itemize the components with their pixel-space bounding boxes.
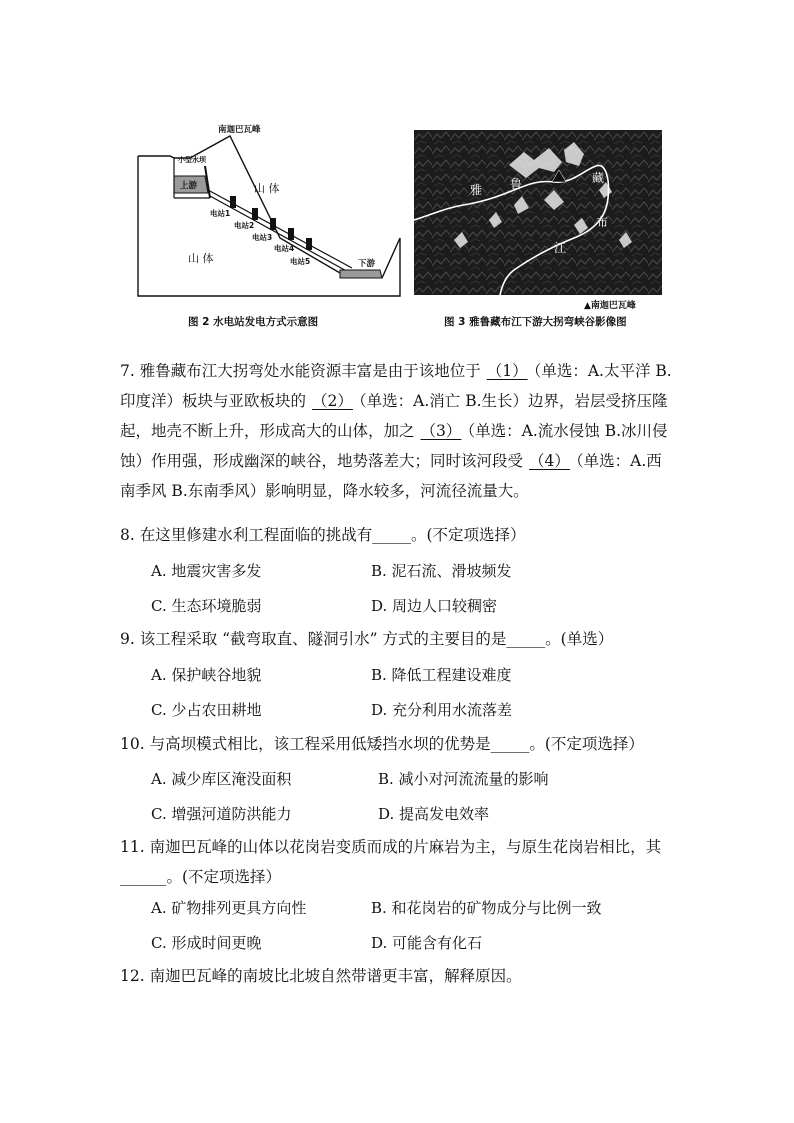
station-label: 电站5 xyxy=(290,257,311,266)
station-label: 电站2 xyxy=(234,221,255,230)
q10-option-b[interactable]: B. 减小对河流流量的影响 xyxy=(378,770,549,788)
q11-option-b[interactable]: B. 和花岗岩的矿物成分与比例一致 xyxy=(371,899,602,917)
q7-text: （单选：A.消亡 B.生长）边界，岩层受挤压隆起，地壳不断上升，形成高大的山体，加之 xyxy=(120,392,668,440)
q9-option-a[interactable]: A. 保护峡谷地貌 xyxy=(151,666,262,684)
dam-label: 小型水坝 xyxy=(178,156,206,164)
question-10-stem: 10. 与高坝模式相比，该工程采用低矮挡水坝的优势是_____。(不定项选择） xyxy=(120,735,644,753)
q8-option-b[interactable]: B. 泥石流、滑坡频发 xyxy=(371,562,512,580)
q7-text: （单选：A.太平洋 B.印度洋）板块与亚欧板块的 xyxy=(120,362,672,410)
station-label: 电站3 xyxy=(252,233,273,242)
figure-3-caption: 图 3 雅鲁藏布江下游大拐弯峡谷影像图 xyxy=(444,316,627,328)
station-label: 电站1 xyxy=(210,209,231,218)
q10-option-d[interactable]: D. 提高发电效率 xyxy=(378,805,490,823)
satellite-image xyxy=(414,130,662,295)
q7-blank-4[interactable]: （4） xyxy=(529,452,570,470)
question-9-stem: 9. 该工程采取 “截弯取直、隧洞引水” 方式的主要目的是_____。(单选） xyxy=(120,630,614,648)
question-7 xyxy=(120,356,676,506)
peak-label: 南迦巴瓦峰 xyxy=(218,125,261,135)
question-11-stem: 11. 南迦巴瓦峰的山体以花岗岩变质而成的片麻岩为主，与原生花岗岩相比，其______。(不定项选择） xyxy=(120,838,662,886)
question-12-stem: 12. 南迦巴瓦峰的南坡比北坡自然带谱更丰富，解释原因。 xyxy=(120,967,522,985)
q9-option-b[interactable]: B. 降低工程建设难度 xyxy=(371,666,512,684)
q10-option-c[interactable]: C. 增强河道防洪能力 xyxy=(151,805,292,823)
q7-blank-2[interactable]: （2） xyxy=(312,392,353,410)
q8-option-a[interactable]: A. 地震灾害多发 xyxy=(151,562,262,580)
q7-text: （单选：A.流水侵蚀 B.冰川侵蚀）作用强，形成幽深的峡谷，地势落差大；同时该河段受 xyxy=(120,422,668,470)
q9-option-c[interactable]: C. 少占农田耕地 xyxy=(151,701,262,719)
q7-blank-1[interactable]: （1） xyxy=(486,362,528,380)
river-char: 藏 xyxy=(592,171,605,185)
figure-2-caption: 图 2 水电站发电方式示意图 xyxy=(188,316,319,328)
upstream-label: 上游 xyxy=(180,181,198,191)
q7-blank-3[interactable]: （3） xyxy=(420,422,462,440)
q11-option-d[interactable]: D. 可能含有化石 xyxy=(371,934,483,952)
mountain-left-label: 山 体 xyxy=(188,252,214,265)
figure-2 xyxy=(130,118,408,308)
river-char: 雅 xyxy=(470,183,483,197)
station-label: 电站4 xyxy=(274,244,295,253)
q7-text: 7. 雅鲁藏布江大拐弯处水能资源丰富是由于该地位于 xyxy=(120,362,481,380)
figure-3 xyxy=(414,130,662,295)
question-8-stem: 8. 在这里修建水利工程面临的挑战有_____。(不定项选择） xyxy=(120,526,526,544)
q7-text: （单选：A.西南季风 B.东南季风）影响明显，降水较多，河流径流量大。 xyxy=(120,452,662,500)
q8-option-c[interactable]: C. 生态环境脆弱 xyxy=(151,597,262,615)
river-char: 江 xyxy=(554,241,567,255)
q11-option-a[interactable]: A. 矿物排列更具方向性 xyxy=(151,899,307,917)
q10-option-a[interactable]: A. 减少库区淹没面积 xyxy=(151,770,292,788)
figure-3-legend: ▲南迦巴瓦峰 xyxy=(584,301,636,311)
river-char: 鲁 xyxy=(510,177,523,191)
mountain-right-label: 山 体 xyxy=(254,182,280,195)
hydropower-diagram xyxy=(130,118,408,308)
river-char: 布 xyxy=(596,215,609,229)
q11-option-c[interactable]: C. 形成时间更晚 xyxy=(151,934,262,952)
q9-option-d[interactable]: D. 充分利用水流落差 xyxy=(371,701,513,719)
downstream-label: 下游 xyxy=(358,259,376,269)
q8-option-d[interactable]: D. 周边人口较稠密 xyxy=(371,597,498,615)
